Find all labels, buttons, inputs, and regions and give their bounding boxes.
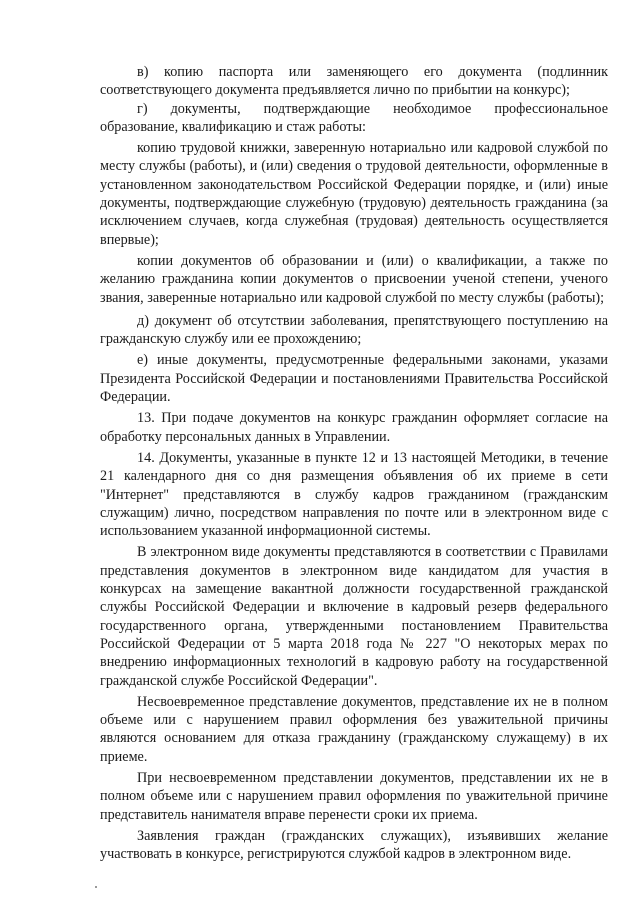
paragraph-diploma-copies: копии документов об образовании и (или) о квалификации, а также по желанию гражданина копии документов о присвоении ученой степени, ученого звания, заверенные нотариально или кадровой службой по месту службы (работы);: [100, 252, 608, 306]
document-page: [100, 63, 608, 863]
paragraph-passport-copy: в) копию паспорта или заменяющего его документа (подлинник соответствующего документа предъявляется лично по прибытии на конкурс);: [100, 64, 608, 99]
paragraph-late-submission: Несвоевременное представление документов, представление их не в полном объеме или с нарушением правил оформления без уважительной причины являются основанием для отказа гражданину (гражданскому служащему) в их приеме.: [100, 693, 608, 765]
paragraph-electronic-submission: В электронном виде документы представляются в соответствии с Правилами представления документов в электронном виде кандидатом для участия в конкурсах на замещение вакантной должности государственной гражданской службы Российской Федерации и включение в кадровый резерв федерального государственного органа, утвержденными постановлением Правительства Российской Федерации от 5 марта 2018 года № 227 "О некоторых мерах по внедрению информационных технологий в кадровую работу на государственной гражданской службе Российской Федерации".: [100, 544, 608, 689]
paragraph-education-documents: г) документы, подтверждающие необходимое профессиональное образование, квалификацию и стаж работы:: [100, 100, 608, 135]
scan-speck: [95, 886, 97, 888]
paragraph-registration: Заявления граждан (гражданских служащих), изъявивших желание участвовать в конкурсе, регистрируются службой кадров в электронном виде.: [100, 827, 608, 863]
paragraph-other-documents: е) иные документы, предусмотренные федеральными законами, указами Президента Российской Федерации и постановлениями Правительства Российской Федерации.: [100, 352, 608, 406]
paragraph-valid-reason: При несвоевременном представлении документов, представлении их не в полном объеме или с нарушением правил оформления по уважительной причине представитель нанимателя вправе перенести сроки их приема.: [100, 769, 608, 823]
paragraph-item-13: 13. При подаче документов на конкурс гражданин оформляет согласие на обработку персональных данных в Управлении.: [100, 410, 608, 445]
paragraph-work-book-copy: копию трудовой книжки, заверенную нотариально или кадровой службой по месту службы (работы), и (или) сведения о трудовой деятельности, оформленные в установленном законодательством Российской Федерации порядке, и (или) иные документы, подтверждающие служебную (трудовую) деятельность гражданина (за исключением случаев, когда служебная (трудовая) деятельность осуществляется впервые);: [100, 140, 608, 248]
paragraph-item-14: 14. Документы, указанные в пункте 12 и 13 настоящей Методики, в течение 21 календарного дня со дня размещения объявления об их приеме в сети "Интернет" представляются в службу кадров гражданином (гражданским служащим) лично, посредством направления по почте или в электронном виде с использованием указанной информационной системы.: [100, 449, 608, 540]
paragraph-medical-certificate: д) документ об отсутствии заболевания, препятствующего поступлению на гражданскую службу или ее прохождению;: [100, 312, 608, 348]
